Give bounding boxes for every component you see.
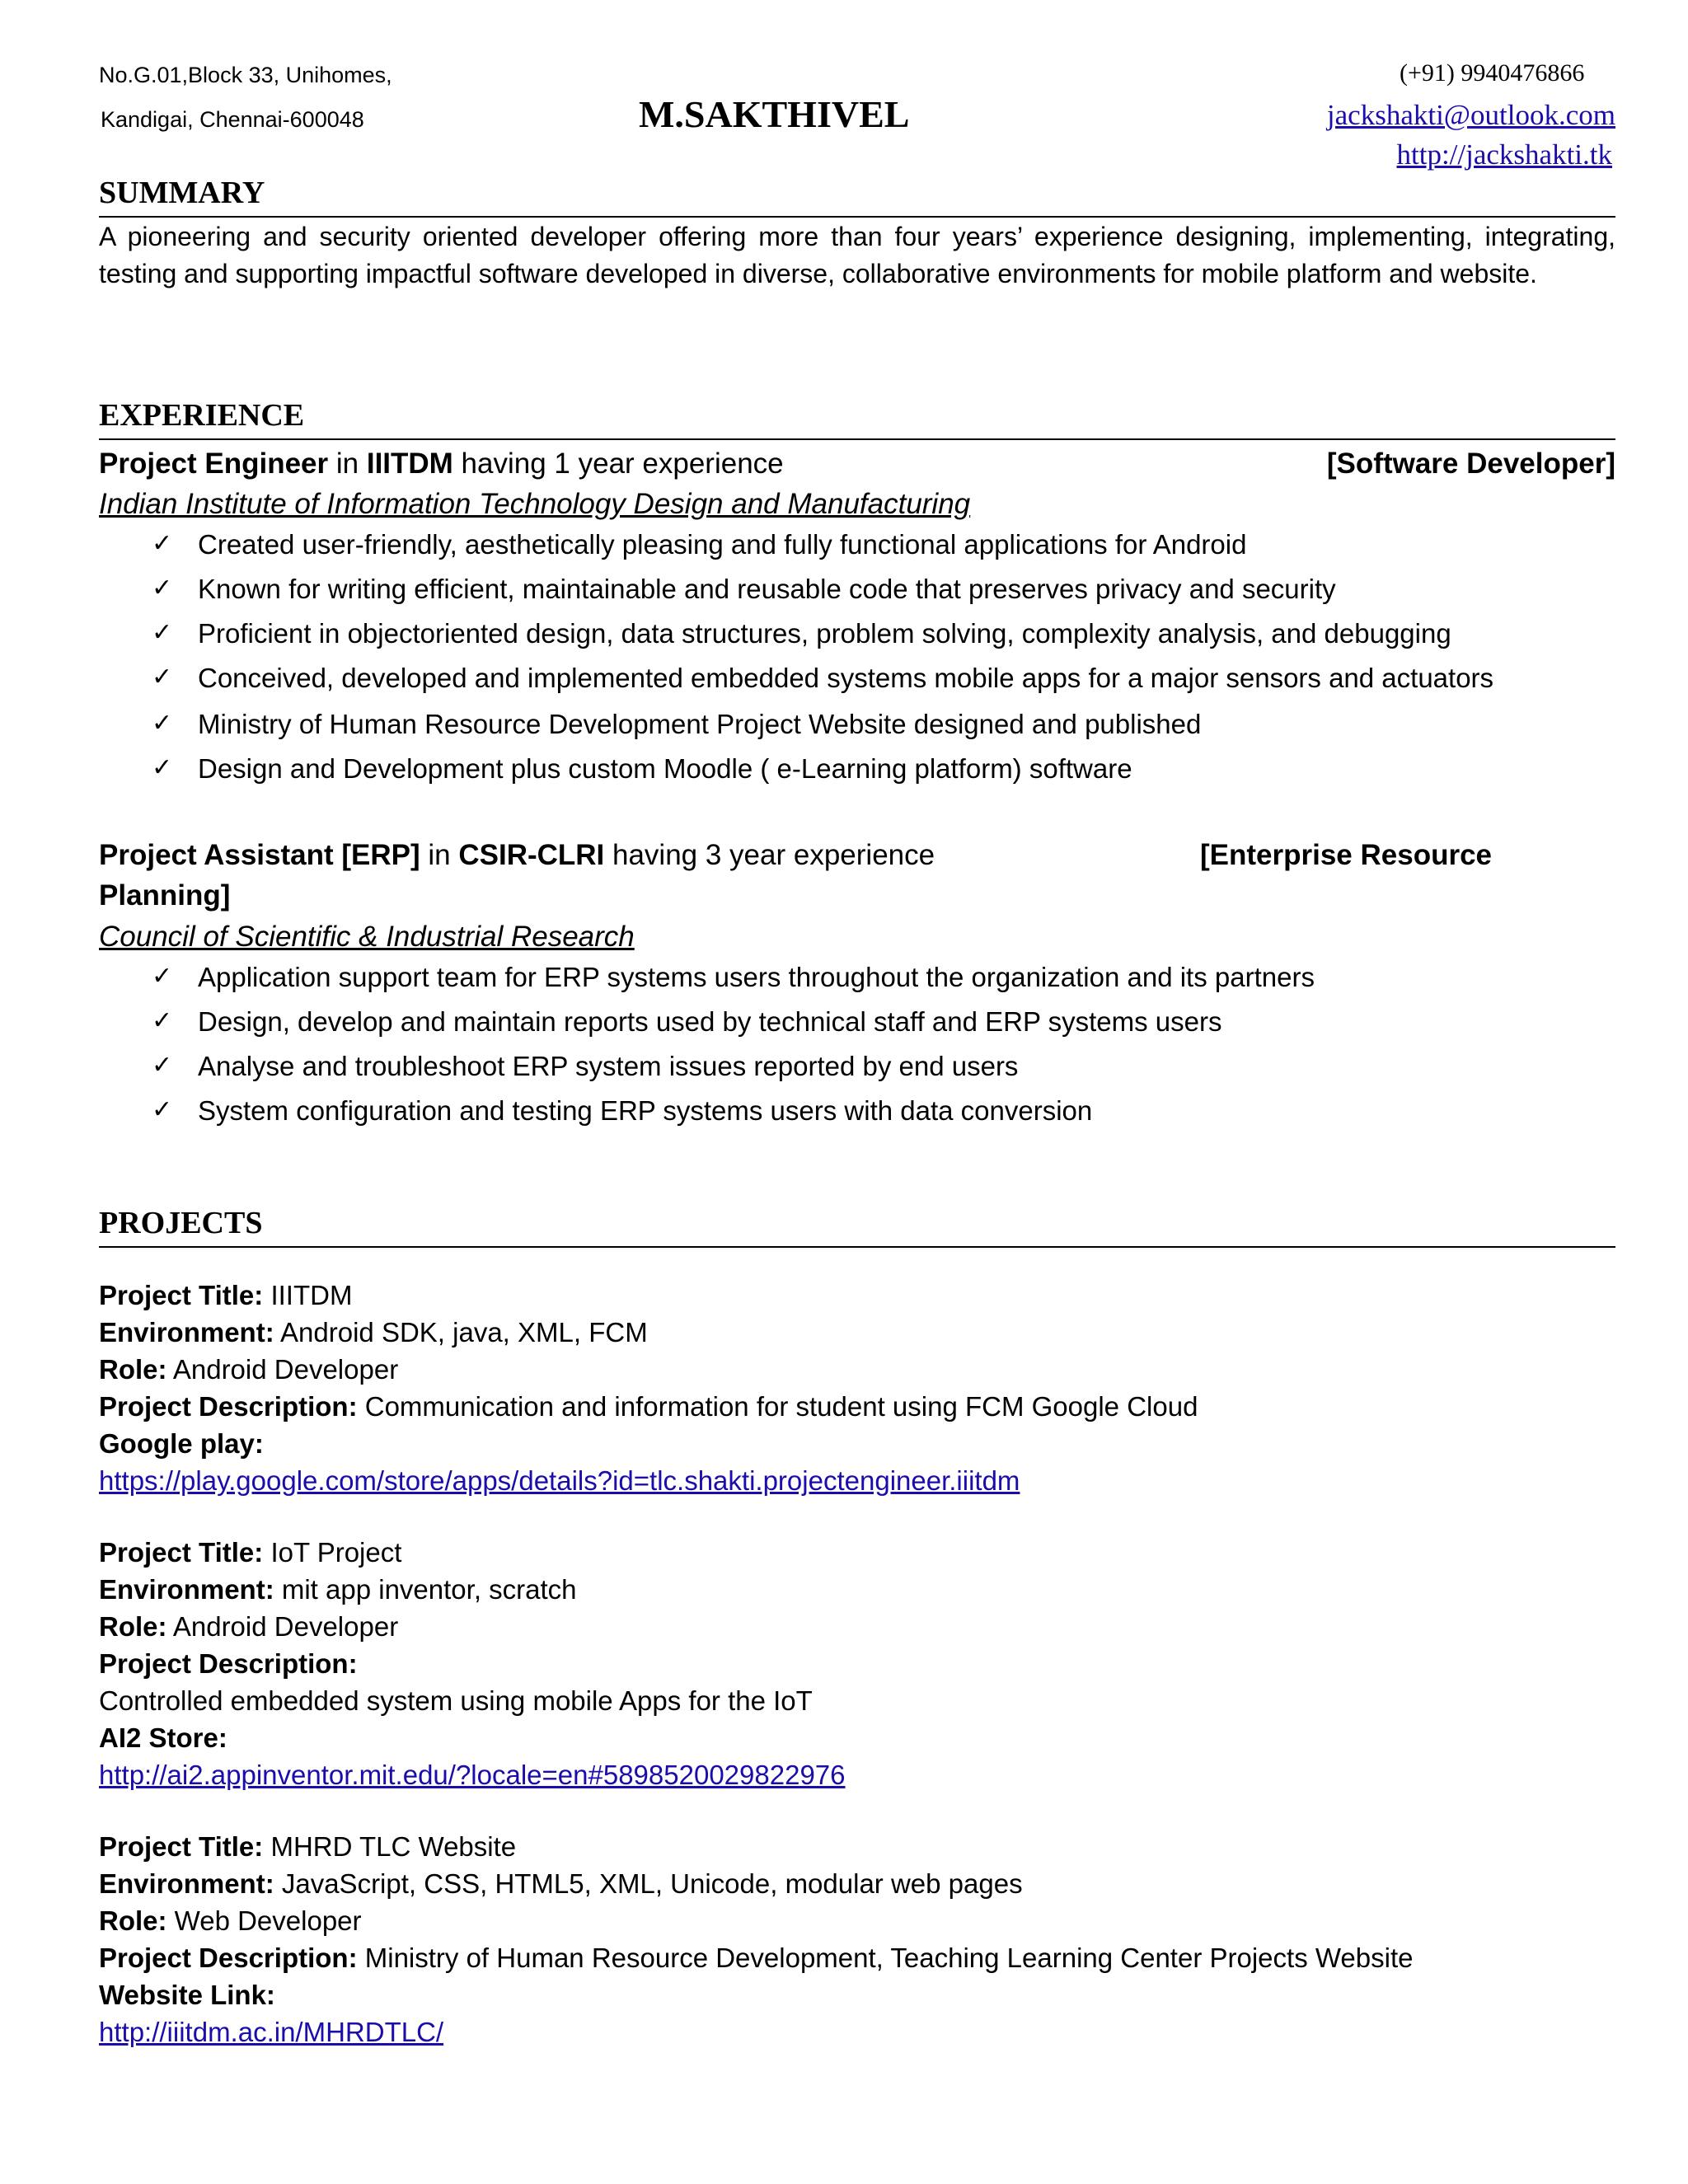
summary-heading: SUMMARY bbox=[99, 176, 265, 210]
job-bullet: ✓ Analyse and troubleshoot ERP system issues reported by end users bbox=[152, 1051, 1019, 1081]
job-title-line bbox=[99, 839, 935, 872]
checkmark-icon: ✓ bbox=[152, 574, 173, 602]
job-bullet: ✓ Created user-friendly, aesthetically pleasing and fully functional applications for Android bbox=[152, 529, 1247, 560]
phone-number: (+91) 9940476866 bbox=[1400, 59, 1585, 87]
job-tag: [Software Developer] bbox=[1326, 448, 1615, 480]
project-title-line: Project Title: MHRD TLC Website bbox=[99, 1831, 517, 1862]
address-line-1: No.G.01,Block 33, Unihomes, bbox=[99, 63, 392, 87]
job-connector: in bbox=[420, 839, 459, 871]
job-duration: having 1 year experience bbox=[452, 448, 784, 480]
checkmark-icon: ✓ bbox=[152, 529, 173, 558]
address-line-2: Kandigai, Chennai-600048 bbox=[101, 107, 364, 132]
project-title-line: Project Title: IoT Project bbox=[99, 1537, 402, 1568]
job-connector: in bbox=[328, 448, 367, 480]
checkmark-icon: ✓ bbox=[152, 1095, 173, 1124]
job-role: Project Assistant [ERP] bbox=[99, 839, 420, 871]
project-link[interactable]: http://ai2.appinventor.mit.edu/?locale=en#5898520029822976 bbox=[99, 1760, 846, 1790]
project-role-line: Role: Web Developer bbox=[99, 1905, 362, 1936]
job-bullet: ✓ Ministry of Human Resource Development Project Website designed and published bbox=[152, 709, 1202, 739]
email-link[interactable]: jackshakti@outlook.com bbox=[1326, 99, 1615, 131]
project-role-line: Role: Android Developer bbox=[99, 1354, 399, 1385]
checkmark-icon: ✓ bbox=[152, 663, 173, 691]
projects-heading: PROJECTS bbox=[99, 1206, 263, 1240]
project-environment-line: Environment: mit app inventor, scratch bbox=[99, 1574, 577, 1605]
job-institute: Council of Scientific & Industrial Research bbox=[99, 921, 635, 953]
job-bullet: ✓ Conceived, developed and implemented embedded systems mobile apps for a major sensors and actuators bbox=[152, 663, 1494, 693]
checkmark-icon: ✓ bbox=[152, 962, 173, 991]
job-tag-continued: Planning] bbox=[99, 879, 231, 912]
job-bullet: ✓ Proficient in objectoriented design, data structures, problem solving, complexity analysis, and debugging bbox=[152, 618, 1451, 649]
project-description-line: Project Description: Ministry of Human Resource Development, Teaching Learning Center Projects Website bbox=[99, 1943, 1414, 1973]
job-bullet: ✓ System configuration and testing ERP systems users with data conversion bbox=[152, 1095, 1093, 1126]
project-title-line: Project Title: IIITDM bbox=[99, 1280, 353, 1310]
job-bullet: ✓ Design and Development plus custom Moodle ( e-Learning platform) software bbox=[152, 753, 1132, 784]
project-environment-line: Environment: JavaScript, CSS, HTML5, XML, Unicode, modular web pages bbox=[99, 1868, 1023, 1899]
resume-name: M.SAKTHIVEL bbox=[639, 93, 910, 135]
project-description-label: Project Description: bbox=[99, 1648, 358, 1679]
project-description-text: Controlled embedded system using mobile Apps for the IoT bbox=[99, 1685, 813, 1716]
checkmark-icon: ✓ bbox=[152, 709, 173, 738]
job-tag: [Enterprise Resource bbox=[1200, 839, 1493, 871]
job-org: CSIR-CLRI bbox=[458, 839, 605, 871]
job-bullet: ✓ Design, develop and maintain reports used by technical staff and ERP systems users bbox=[152, 1006, 1222, 1037]
job-duration: having 3 year experience bbox=[604, 839, 935, 871]
projects-divider bbox=[99, 1246, 1615, 1248]
project-role-line: Role: Android Developer bbox=[99, 1611, 399, 1642]
job-role: Project Engineer bbox=[99, 448, 329, 480]
job-bullet: ✓ Known for writing efficient, maintainable and reusable code that preserves privacy and security bbox=[152, 574, 1336, 604]
job-institute: Indian Institute of Information Technology Design and Manufacturing bbox=[99, 488, 971, 520]
project-link[interactable]: http://iiitdm.ac.in/MHRDTLC/ bbox=[99, 2017, 444, 2047]
project-link-label: Website Link: bbox=[99, 1980, 275, 2010]
checkmark-icon: ✓ bbox=[152, 618, 173, 647]
checkmark-icon: ✓ bbox=[152, 1051, 173, 1080]
summary-divider bbox=[99, 216, 1615, 218]
project-environment-line: Environment: Android SDK, java, XML, FCM bbox=[99, 1317, 648, 1347]
project-link[interactable]: https://play.google.com/store/apps/details?id=tlc.shakti.projectengineer.iiitdm bbox=[99, 1465, 1020, 1496]
project-link-label: Google play: bbox=[99, 1428, 264, 1459]
job-title-line bbox=[99, 448, 784, 480]
summary-text: A pioneering and security oriented developer offering more than four years’ experience designing, implementing, integrating, testing and supporting impactful software developed in diverse, collaborative environments for mobile platform and website. bbox=[99, 222, 1615, 288]
job-bullet: ✓ Application support team for ERP systems users throughout the organization and its partners bbox=[152, 962, 1315, 992]
project-link-label: AI2 Store: bbox=[99, 1722, 227, 1753]
experience-heading: EXPERIENCE bbox=[99, 398, 305, 433]
job-org: IIITDM bbox=[366, 448, 453, 480]
checkmark-icon: ✓ bbox=[152, 1006, 173, 1035]
project-description-line: Project Description: Communication and information for student using FCM Google Cloud bbox=[99, 1391, 1198, 1422]
checkmark-icon: ✓ bbox=[152, 753, 173, 782]
experience-divider bbox=[99, 438, 1615, 440]
website-link[interactable]: http://jackshakti.tk bbox=[1396, 138, 1612, 171]
